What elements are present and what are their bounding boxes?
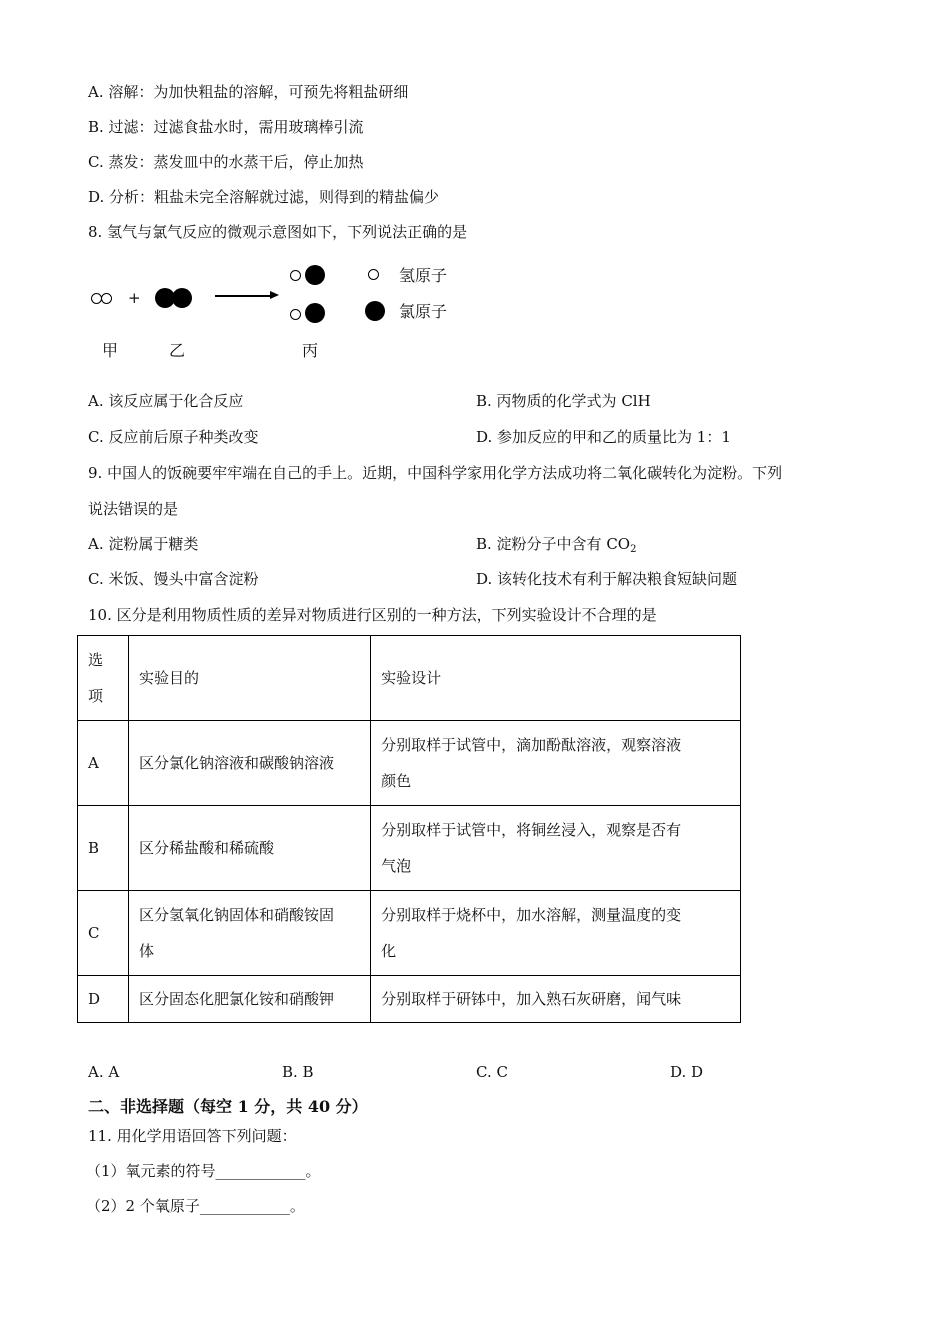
arrow-line [215,295,271,297]
label-jia: 甲 [102,341,119,360]
table-row [78,976,741,1023]
q9-stem-line1: 9. 中国人的饭碗要牢牢端在自己的手上。近期，中国科学家用化学方法成功将二氧化碳转化为淀粉。下列 [88,464,783,482]
q11-item-1: （1）氧元素的符号____________。 [86,1162,321,1180]
row-design: 分别取样于试管中，将铜丝浸入，观察是否有 气泡 [371,806,741,891]
chlorine-atom-icon [305,303,325,323]
q9-option-b [476,534,636,554]
row-goal: 区分固态化肥氯化铵和硝酸钾 [128,976,370,1023]
q9-option-c: C. 米饭、馒头中富含淀粉 [88,570,259,588]
table-header-row [78,636,741,721]
q10-answer-d: D. D [670,1063,704,1081]
legend-hydrogen-label: 氢原子 [399,266,448,285]
chlorine-atom-icon [172,288,192,308]
row-design: 分别取样于研钵中，加入熟石灰研磨，闻气味 [371,976,741,1023]
q11-item-2: （2）2 个氧原子____________。 [86,1197,305,1215]
hydrogen-atom-icon [290,309,301,320]
q8-option-d: D. 参加反应的甲和乙的质量比为 1：1 [476,428,731,446]
section-heading: 二、非选择题（每空 1 分，共 40 分） [88,1097,368,1116]
q9-option-b-subscript: 2 [630,544,637,555]
q7-option-c: C. 蒸发：蒸发皿中的水蒸干后，停止加热 [88,153,364,171]
header-option: 选 项 [78,636,129,721]
q10-stem: 10. 区分是利用物质性质的差异对物质进行区别的一种方法，下列实验设计不合理的是 [88,606,657,624]
q8-stem: 8. 氢气与氯气反应的微观示意图如下，下列说法正确的是 [88,223,468,241]
q10-answer-b: B. B [282,1063,314,1081]
row-goal: 区分氯化钠溶液和碳酸钠溶液 [128,721,370,806]
hydrogen-atom-icon [101,293,112,304]
legend-hydrogen-icon [368,269,379,280]
q8-option-c: C. 反应前后原子种类改变 [88,428,259,446]
q9-option-d: D. 该转化技术有利于解决粮食短缺问题 [476,570,738,588]
q10-table [77,635,741,1023]
row-design: 分别取样于烧杯中，加水溶解，测量温度的变 化 [371,891,741,976]
row-option: A [78,721,129,806]
plus-sign: + [128,289,141,307]
q8-option-b: B. 丙物质的化学式为 ClH [476,392,651,410]
row-design: 分别取样于试管中，滴加酚酞溶液，观察溶液 颜色 [371,721,741,806]
q9-stem-line2: 说法错误的是 [88,500,179,518]
q8-option-a: A. 该反应属于化合反应 [88,392,244,410]
q9-option-a: A. 淀粉属于糖类 [88,535,199,553]
q7-option-d: D. 分析：粗盐未完全溶解就过滤，则得到的精盐偏少 [88,188,440,206]
table-row [78,721,741,806]
q11-stem: 11. 用化学用语回答下列问题： [88,1127,297,1145]
q10-answer-c: C. C [476,1063,508,1081]
row-goal: 区分稀盐酸和稀硫酸 [128,806,370,891]
table-row [78,891,741,976]
header-design: 实验设计 [371,636,741,721]
row-option: C [78,891,129,976]
chlorine-atom-icon [305,265,325,285]
row-option: D [78,976,129,1023]
label-yi: 乙 [169,341,186,360]
q9-option-b-text: B. 淀粉分子中含有 CO [476,535,631,553]
table-row [78,806,741,891]
reaction-diagram [85,258,485,368]
row-goal: 区分氢氧化钠固体和硝酸铵固 体 [128,891,370,976]
hydrogen-atom-icon [290,270,301,281]
q10-answer-a: A. A [88,1063,120,1081]
label-bing: 丙 [302,341,319,360]
q7-option-b: B. 过滤：过滤食盐水时，需用玻璃棒引流 [88,118,364,136]
arrow-head-icon [270,291,279,299]
legend-chlorine-icon [365,301,385,321]
row-option: B [78,806,129,891]
header-goal: 实验目的 [128,636,370,721]
q7-option-a: A. 溶解：为加快粗盐的溶解，可预先将粗盐研细 [88,83,409,101]
legend-chlorine-label: 氯原子 [399,302,448,321]
